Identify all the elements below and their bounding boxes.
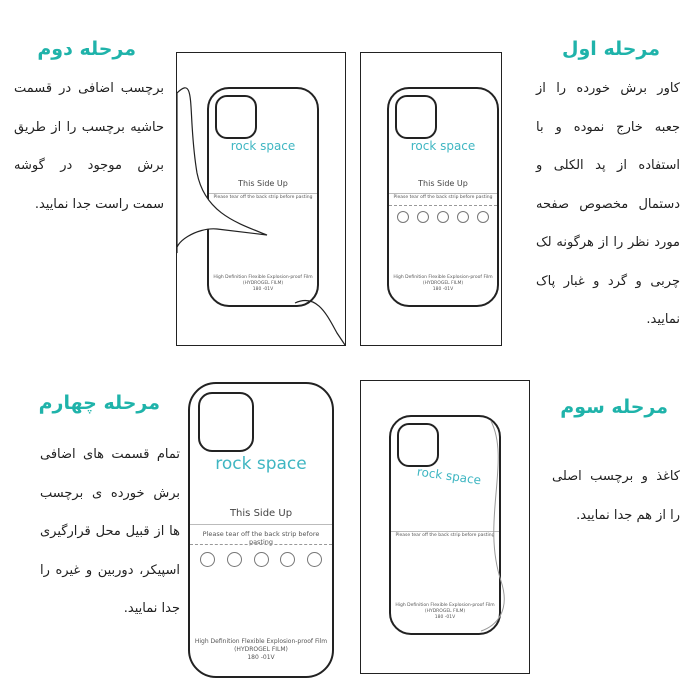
step4-dashed-line (190, 544, 332, 545)
step1-text: کاور برش خورده را از جعبه خارج نموده و با استفاده از پد الکلی و دستمال مخصوص صفحه مورد نظر را از هرگونه لک چربی و گرد و غبار پاک نمایید. (536, 81, 680, 327)
step1-dashed-line (389, 205, 497, 206)
step4-camera-cutout (198, 392, 254, 452)
anti-fingerprint-icon (437, 211, 449, 223)
step1-panel (360, 52, 502, 346)
step2-panel (176, 52, 346, 346)
step4-phone (188, 382, 334, 678)
step1-spec-line2: (HYDROGEL FILM) (422, 281, 464, 287)
anti-fingerprint-icon (254, 552, 269, 567)
step2-brand-label: rock space (230, 139, 296, 153)
step1-spec-line3: 180 -01V (432, 287, 454, 293)
explosion-proof-icon (227, 552, 242, 567)
touch-icon (477, 211, 489, 223)
step2-title: مرحله دوم (37, 38, 136, 60)
step1-side-up-label: This Side Up (418, 179, 468, 188)
step2-peeling-film-edge (177, 53, 345, 345)
step3-peeling-paper-edge (361, 381, 529, 673)
explosion-proof-icon (417, 211, 429, 223)
step1-spec-text (389, 275, 497, 293)
step3-spec-line1: High Definition Flexible Explosion-proof Film (395, 603, 495, 608)
step2-peel-note: Please tear off the back strip before pasting (213, 195, 313, 200)
step4-side-up-label: This Side Up (229, 508, 293, 519)
step1-title: مرحله اول (562, 38, 660, 60)
step1-spec-line1: High Definition Flexible Explosion-proof Film (393, 275, 493, 280)
step1-brand-label: rock space (410, 139, 476, 153)
step3-peel-note: Please tear off the back strip before pasting (395, 533, 495, 538)
step1-camera-cutout (395, 95, 437, 139)
step4-divider (190, 524, 332, 525)
step4-text: تمام قسمت های اضافی برش خورده ی برچسب ها از قبیل محل قرارگیری اسپیکر، دوربین و غیره را جدا نمایید. (40, 447, 180, 616)
touch-icon (307, 552, 322, 567)
step4-spec-text (190, 638, 332, 662)
step4-spec-line1: High Definition Flexible Explosion-proof Film (194, 638, 328, 645)
step2-text: برچسب اضافی در قسمت حاشیه برچسب را از طریق برش موجود در گوشه سمت راست جدا نمایید. (14, 81, 164, 212)
step2-spec-line1: High Definition Flexible Explosion-proof Film (213, 275, 313, 280)
scratch-resist-icon (457, 211, 469, 223)
scratch-resist-icon (280, 552, 295, 567)
step4-peel-note: Please tear off the back strip before pasting (202, 530, 320, 546)
hd-icon (397, 211, 409, 223)
step1-divider (389, 193, 497, 194)
step4-spec-line2: (HYDROGEL FILM) (234, 646, 288, 654)
step1-phone (387, 87, 499, 307)
step3-brand-label: rock space (416, 464, 482, 488)
step4-title: مرحله چهارم (38, 392, 160, 414)
step2-spec-line3: 180 -01V (252, 287, 274, 293)
step3-spec-line3: 180 -01V (434, 615, 456, 621)
step3-spec-line2: (HYDROGEL FILM) (424, 609, 466, 615)
step1-peel-note: Please tear off the back strip before pasting (393, 195, 493, 200)
step4-spec-line3: 180 -01V (247, 654, 275, 662)
step2-side-up-label: This Side Up (238, 179, 288, 188)
hd-icon (200, 552, 215, 567)
step2-spec-line2: (HYDROGEL FILM) (242, 281, 284, 287)
step3-panel (360, 380, 530, 674)
step4-brand-label: rock space (215, 454, 307, 474)
step4-feature-icons (200, 552, 322, 567)
step3-title: مرحله سوم (560, 396, 668, 418)
step3-text: کاغذ و برچسب اصلی را از هم جدا نمایید. (552, 469, 680, 523)
step1-feature-icons (397, 211, 489, 223)
